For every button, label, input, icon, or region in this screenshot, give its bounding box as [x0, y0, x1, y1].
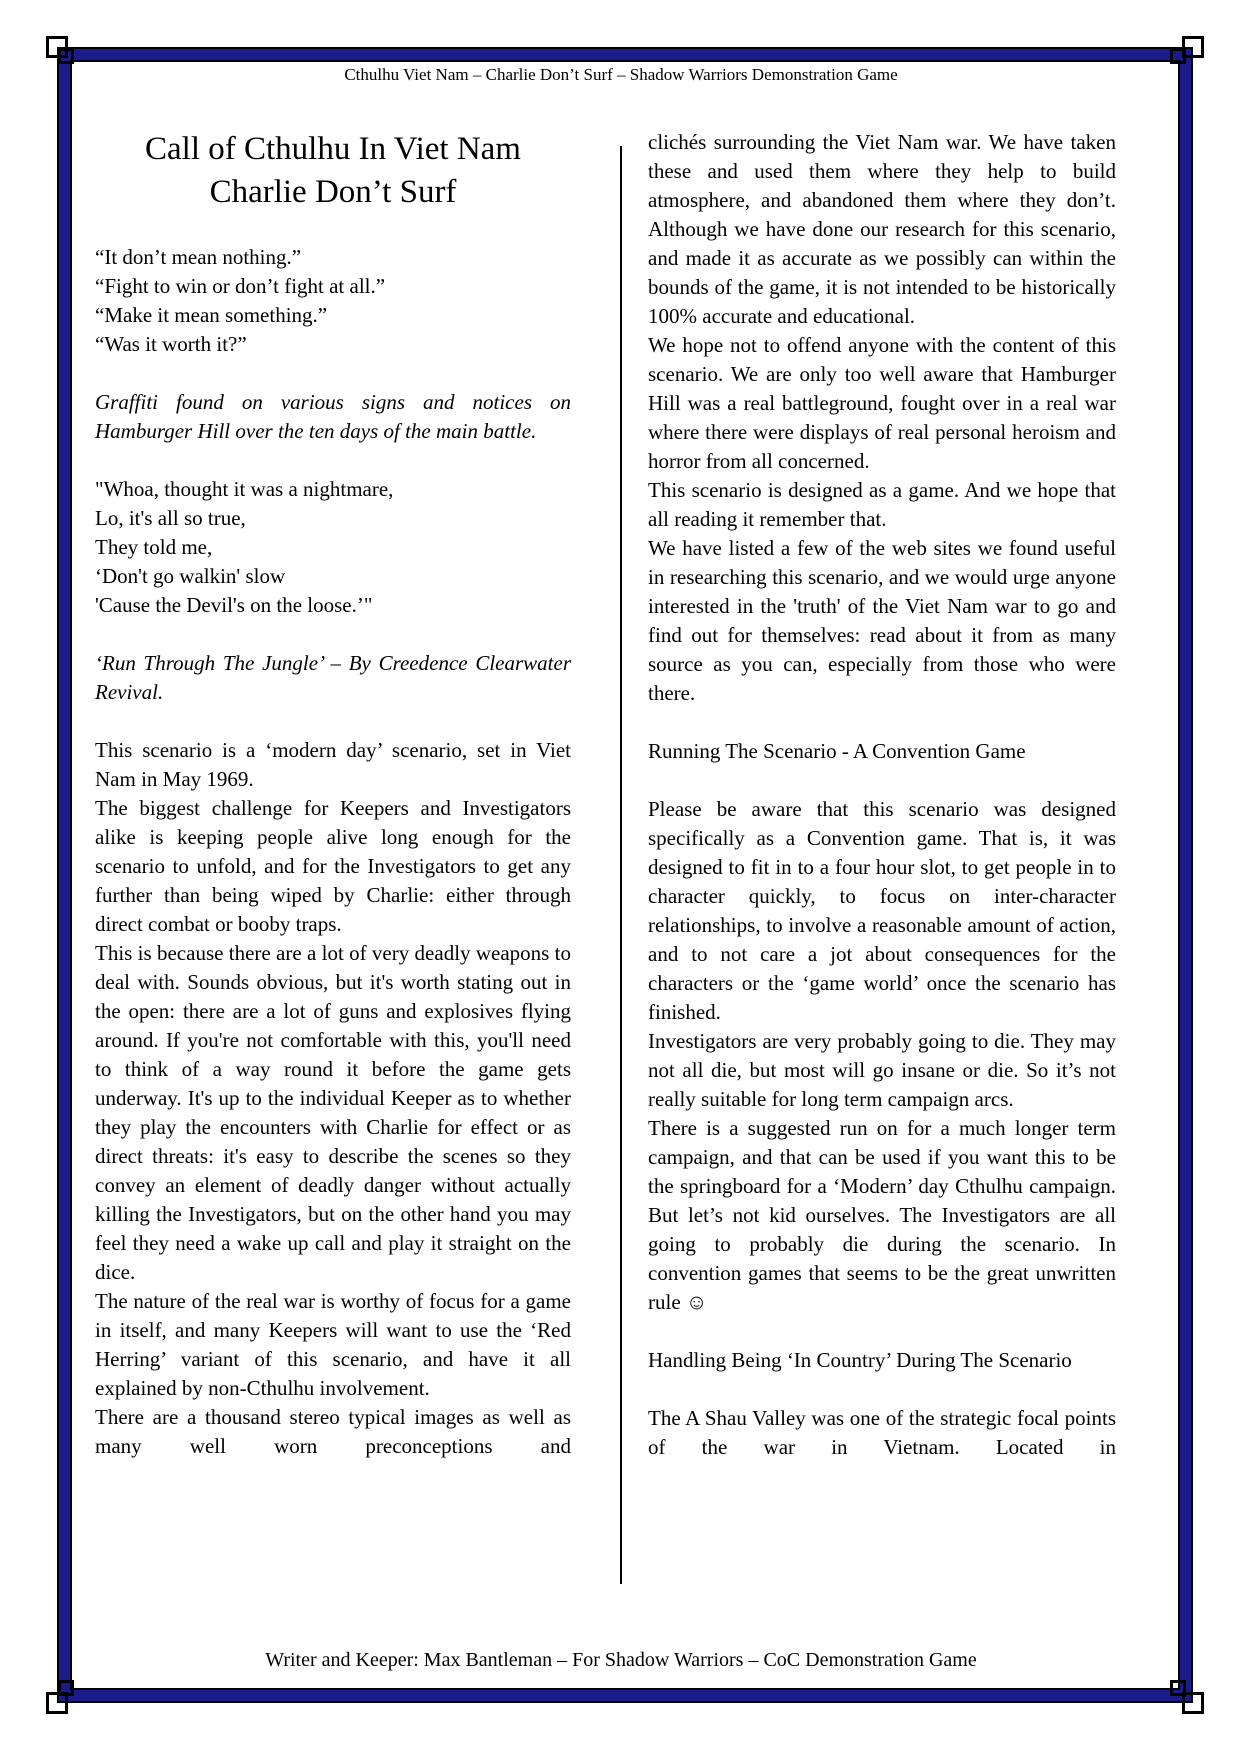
paragraph: The A Shau Valley was one of the strategic focal points of the war in Vietnam. Located in	[648, 1406, 1116, 1459]
poem-line: 'Cause the Devil's on the loose.’"	[95, 593, 373, 617]
poem-line: "Whoa, thought it was a nightmare,	[95, 477, 394, 501]
poem-line: Lo, it's all so true,	[95, 506, 246, 530]
paragraph: This scenario is designed as a game. And we hope that all reading it remember that.	[648, 478, 1116, 531]
border-corner-ornament	[1170, 48, 1186, 64]
paragraph: There is a suggested run on for a much longer term campaign, and that can be used if you want this to be the springboard for a ‘Modern’ day Cthulhu campaign. But let’s not kid ourselves. The Investigators are all going to probably die during the scenario. In convention games that seems to be the great unwritten rule ☺	[648, 1116, 1116, 1314]
paragraph: There are a thousand stereo typical images as well as many well worn preconceptions and	[95, 1405, 571, 1458]
paragraph: clichés surrounding the Viet Nam war. We have taken these and used them where they help to build atmosphere, and abandoned them where they don’t. Although we have done our research for this scenario, and made it as accurate as we possibly can within the bounds of the game, it is not intended to be historically 100% accurate and educational.	[648, 130, 1116, 328]
paragraph: The biggest challenge for Keepers and Investigators alike is keeping people alive long enough for the scenario to unfold, and for the Investigators to get any further than being wiped by Charlie: either through direct combat or booby traps.	[95, 796, 571, 936]
song-attribution: ‘Run Through The Jungle’ – By Creedence Clearwater Revival.	[95, 651, 571, 704]
left-column	[95, 128, 571, 1461]
quote-line: “Make it mean something.”	[95, 303, 328, 327]
quote-line: “Fight to win or don’t fight at all.”	[95, 274, 386, 298]
poem-line: ‘Don't go walkin' slow	[95, 564, 286, 588]
paragraph: We have listed a few of the web sites we found useful in researching this scenario, and we would urge anyone interested in the 'truth' of the Viet Nam war to go and find out for themselves: read about it from as many source as you can, especially from those who were there.	[648, 536, 1116, 705]
border-corner-ornament	[58, 48, 74, 64]
paragraph: We hope not to offend anyone with the content of this scenario. We are only too well aware that Hamburger Hill was a real battleground, fought over in a real war where there were displays of real personal heroism and horror from all concerned.	[648, 333, 1116, 473]
poem-line: They told me,	[95, 535, 213, 559]
section-heading-in-country: Handling Being ‘In Country’ During The Scenario	[648, 1348, 1072, 1372]
quote-line: “It don’t mean nothing.”	[95, 245, 302, 269]
page-title	[95, 128, 571, 214]
column-divider	[620, 146, 622, 1584]
running-footer: Writer and Keeper: Max Bantleman – For Shadow Warriors – CoC Demonstration Game	[265, 1649, 977, 1671]
paragraph: This scenario is a ‘modern day’ scenario, set in Viet Nam in May 1969.	[95, 738, 571, 791]
border-corner-ornament	[58, 1680, 74, 1696]
right-column	[648, 128, 1116, 1462]
quote-line: “Was it worth it?”	[95, 332, 247, 356]
paragraph: Investigators are very probably going to die. They may not all die, but most will go insane or die. So it’s not really suitable for long term campaign arcs.	[648, 1029, 1116, 1111]
border-corner-ornament	[1170, 1680, 1186, 1696]
paragraph: Please be aware that this scenario was designed specifically as a Convention game. That is, it was designed to fit in to a four hour slot, to get people in to character quickly, to focus on inter-character relationships, to involve a reasonable amount of action, and to not care a jot about consequences for the characters or the ‘game world’ once the scenario has finished.	[648, 797, 1116, 1024]
graffiti-note: Graffiti found on various signs and notices on Hamburger Hill over the ten days of the main battle.	[95, 390, 571, 443]
page-title-line2: Charlie Don’t Surf	[209, 174, 457, 210]
page-title-line1: Call of Cthulhu In Viet Nam	[145, 131, 521, 167]
running-header: Cthulhu Viet Nam – Charlie Don’t Surf – Shadow Warriors Demonstration Game	[344, 65, 898, 84]
paragraph: The nature of the real war is worthy of focus for a game in itself, and many Keepers will want to use the ‘Red Herring’ variant of this scenario, and have it all explained by non-Cthulhu involvement.	[95, 1289, 571, 1400]
paragraph: This is because there are a lot of very deadly weapons to deal with. Sounds obvious, but it's worth stating out in the open: there are a lot of guns and explosives flying around. If you're not comfortable with this, you'll need to think of a way round it before the game gets underway. It's up to the individual Keeper as to whether they play the encounters with Charlie for effect or as direct threats: it's easy to describe the scenes so they convey an element of deadly danger without actually killing the Investigators, but on the other hand you may feel they need a wake up call and play it straight on the dice.	[95, 941, 571, 1284]
section-heading-convention: Running The Scenario - A Convention Game	[648, 739, 1026, 763]
